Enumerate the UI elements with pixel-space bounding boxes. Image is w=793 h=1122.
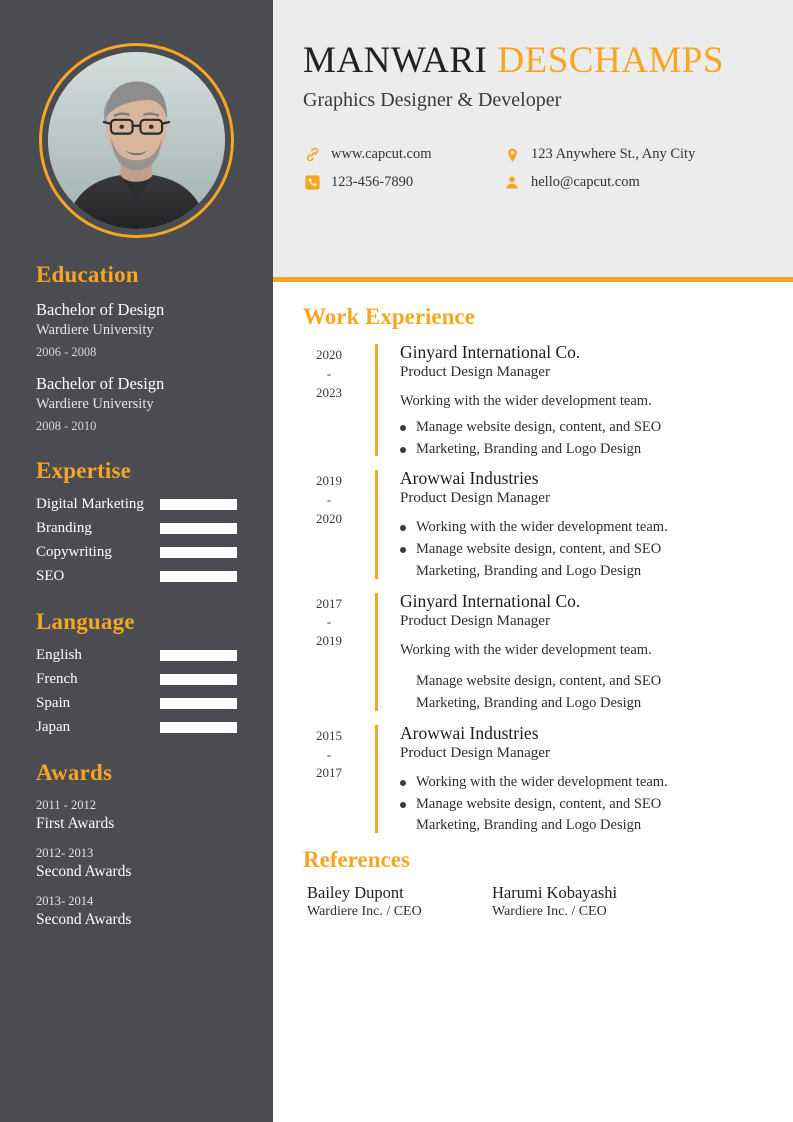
work-title: Product Design Manager — [400, 612, 550, 629]
expertise-item — [36, 520, 237, 537]
work-bullet: Manage website design, content, and SEO — [400, 539, 763, 561]
references-heading: References — [303, 847, 410, 872]
expertise-label: Branding — [36, 520, 92, 537]
awards-section — [0, 760, 273, 929]
work-bullet: Marketing, Branding and Logo Design — [400, 439, 763, 461]
language-heading: Language — [36, 609, 135, 635]
work-title: Product Design Manager — [400, 364, 550, 380]
work-item — [303, 721, 763, 837]
language-label: Japan — [36, 719, 71, 736]
work-experience-heading: Work Experience — [303, 304, 475, 329]
work-description: Working with the wider development team. — [400, 393, 652, 409]
timeline-line — [375, 725, 378, 833]
expertise-label: Copywriting — [36, 544, 112, 561]
award-name: Second Awards — [36, 911, 132, 929]
language-bar — [160, 650, 237, 661]
last-name: DESCHAMPS — [497, 40, 724, 81]
reference-name: Harumi Kobayashi — [492, 883, 618, 902]
job-role: Graphics Designer & Developer — [303, 88, 562, 111]
work-bullet: Manage website design, content, and SEO — [400, 417, 763, 439]
award-years: 2013- 2014 — [36, 894, 94, 909]
timeline-line — [375, 470, 378, 578]
work-item — [303, 466, 763, 582]
education-heading: Education — [36, 262, 139, 287]
work-dates: 2017 - 2019 — [316, 595, 342, 649]
references-list — [303, 883, 763, 920]
education-item — [36, 300, 237, 360]
language-section — [0, 609, 273, 736]
expertise-bar — [160, 499, 237, 510]
work-bullets — [400, 671, 763, 715]
language-item — [36, 695, 237, 712]
work-bullet: Manage website design, content, and SEO — [416, 673, 662, 690]
contact-address-text: 123 Anywhere St., Any City — [531, 146, 696, 163]
education-item — [36, 374, 237, 434]
person-icon — [503, 174, 521, 192]
education-years: 2006 - 2008 — [36, 345, 97, 360]
work-bullet: Working with the wider development team. — [400, 517, 763, 539]
award-years: 2012- 2013 — [36, 846, 94, 861]
work-item — [303, 340, 763, 460]
reference-role: Wardiere Inc. / CEO — [492, 904, 607, 919]
language-bar — [160, 674, 237, 685]
work-title: Product Design Manager — [400, 744, 550, 761]
work-company: Ginyard International Co. — [400, 590, 581, 611]
main-body — [273, 282, 793, 1122]
portrait-photo — [48, 52, 225, 229]
language-label: French — [36, 671, 78, 688]
contact-address — [503, 146, 763, 164]
work-title: Product Design Manager — [400, 490, 550, 507]
expertise-bar — [160, 547, 237, 558]
work-bullet: Manage website design, content, and SEO — [400, 794, 763, 816]
expertise-bar — [160, 523, 237, 534]
location-pin-icon — [503, 146, 521, 164]
work-company: Arowwai Industries — [400, 722, 539, 743]
work-description: Working with the wider development team. — [400, 641, 652, 658]
language-bar — [160, 722, 237, 733]
expertise-item — [36, 544, 237, 561]
reference-role: Wardiere Inc. / CEO — [307, 904, 422, 919]
reference-item — [492, 883, 677, 920]
contact-phone-text: 123-456-7890 — [331, 174, 414, 191]
phone-icon — [303, 174, 321, 192]
work-bullets — [400, 772, 763, 837]
language-label: Spain — [36, 695, 71, 712]
education-degree: Bachelor of Design — [36, 300, 165, 319]
work-company: Arowwai Industries — [400, 468, 539, 489]
contact-website-text: www.capcut.com — [331, 146, 432, 163]
awards-heading: Awards — [36, 760, 113, 786]
expertise-item — [36, 496, 237, 513]
work-company: Ginyard International Co. — [400, 342, 581, 362]
expertise-bar — [160, 571, 237, 582]
contact-phone — [303, 174, 503, 192]
language-bar — [160, 698, 237, 709]
expertise-section — [0, 458, 273, 585]
timeline-line — [375, 344, 378, 456]
contact-email-text: hello@capcut.com — [531, 174, 640, 191]
education-degree: Bachelor of Design — [36, 374, 165, 394]
main-column — [273, 0, 793, 1122]
work-bullet: Marketing, Branding and Logo Design — [416, 562, 642, 579]
work-dates: 2020 - 2023 — [316, 347, 342, 400]
work-dates: 2015 - 2017 — [316, 727, 342, 781]
award-years: 2011 - 2012 — [36, 798, 96, 813]
expertise-label: Digital Marketing — [36, 496, 144, 513]
work-dates: 2019 - 2020 — [316, 473, 342, 526]
work-bullet: Marketing, Branding and Logo Design — [416, 817, 642, 834]
page-title — [303, 40, 763, 83]
language-item — [36, 647, 237, 664]
education-school: Wardiere University — [36, 321, 154, 338]
work-bullets — [400, 517, 763, 582]
avatar — [39, 43, 234, 238]
sidebar — [0, 0, 273, 1122]
language-label: English — [36, 647, 82, 664]
work-bullet: Working with the wider development team. — [400, 772, 763, 794]
award-item — [36, 798, 237, 833]
language-item — [36, 719, 237, 736]
contact-email[interactable] — [503, 174, 763, 192]
first-name: MANWARI — [303, 40, 488, 81]
header — [273, 0, 793, 277]
work-item — [303, 589, 763, 715]
expertise-item — [36, 568, 237, 585]
work-bullets — [400, 417, 763, 461]
reference-item — [307, 883, 492, 920]
timeline-line — [375, 593, 378, 711]
award-name: First Awards — [36, 815, 115, 833]
expertise-heading: Expertise — [36, 458, 132, 484]
contact-website[interactable] — [303, 146, 503, 164]
reference-name: Bailey Dupont — [307, 883, 404, 902]
language-item — [36, 671, 237, 688]
award-item — [36, 846, 237, 881]
award-name: Second Awards — [36, 863, 132, 881]
education-school: Wardiere University — [36, 395, 154, 412]
link-icon — [303, 146, 321, 164]
education-years: 2008 - 2010 — [36, 419, 97, 434]
contact-list — [303, 146, 763, 192]
award-item — [36, 894, 237, 929]
education-section — [0, 262, 273, 434]
expertise-label: SEO — [36, 568, 65, 585]
work-bullet: Marketing, Branding and Logo Design — [416, 695, 642, 711]
